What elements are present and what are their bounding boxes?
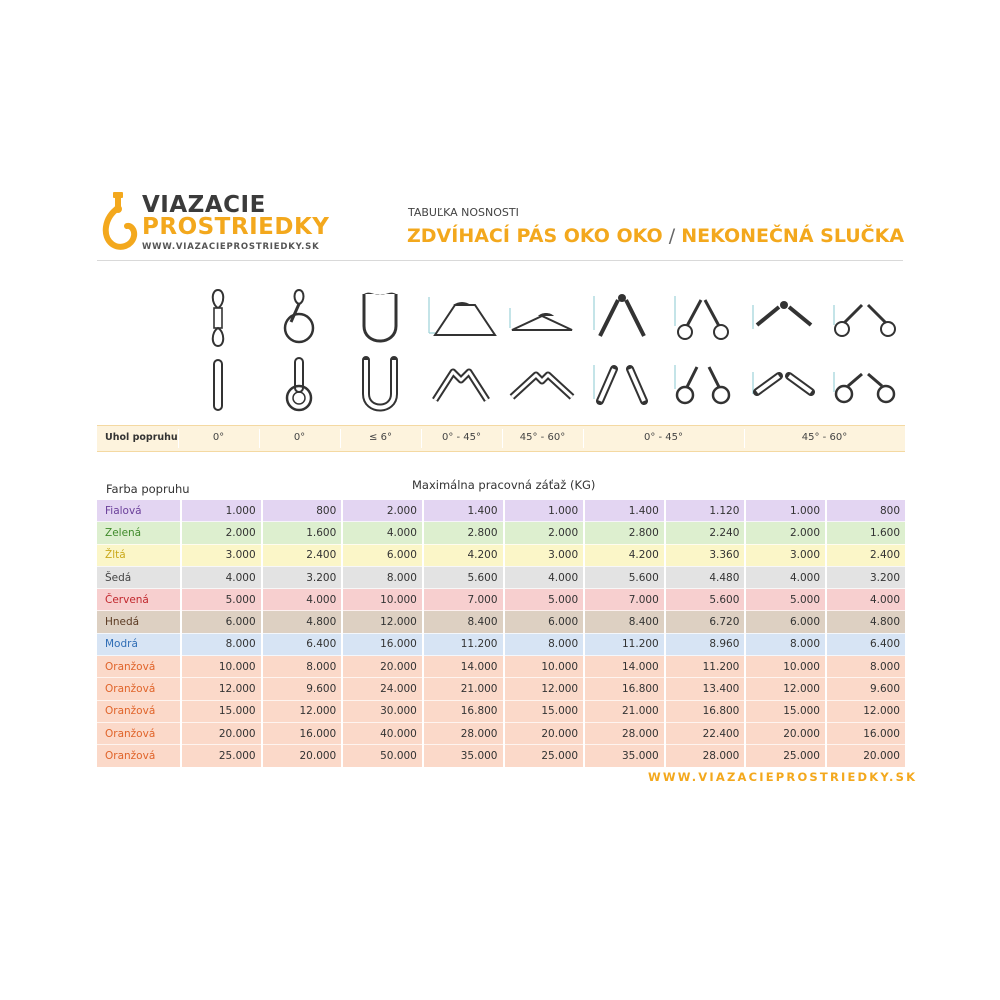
load-value: 5.600: [665, 589, 746, 611]
load-value: 35.000: [584, 745, 665, 767]
load-value: 15.000: [745, 700, 826, 722]
load-value: 3.000: [504, 544, 585, 566]
v-basket-wide-icon: [501, 350, 582, 420]
angle-row: [97, 425, 905, 452]
header-divider: [97, 260, 903, 261]
load-value: 2.800: [423, 522, 504, 544]
load-value: 16.000: [826, 722, 905, 744]
angle-value: 0°: [293, 432, 306, 443]
sling-color-name: Zelená: [97, 522, 181, 544]
load-value: 14.000: [423, 656, 504, 678]
table-row: [97, 745, 905, 767]
load-value: 6.000: [745, 611, 826, 633]
load-value: 3.000: [181, 544, 262, 566]
table-row: [97, 722, 905, 744]
load-value: 16.800: [423, 700, 504, 722]
load-value: 2.000: [181, 522, 262, 544]
load-value: 1.400: [584, 500, 665, 522]
load-value: 3.360: [665, 544, 746, 566]
sling-color-name: Oranžová: [97, 745, 181, 767]
load-value: 3.200: [826, 566, 905, 588]
load-value: 21.000: [423, 678, 504, 700]
load-header: Maximálna pracovná záťaž (KG): [412, 478, 596, 492]
table-row: [97, 522, 905, 544]
load-value: 10.000: [342, 589, 423, 611]
load-value: 5.600: [584, 566, 665, 588]
load-value: 5.000: [181, 589, 262, 611]
load-value: 16.000: [262, 722, 343, 744]
basket-hitch-icon: [340, 283, 421, 353]
load-value: 4.000: [181, 566, 262, 588]
basket-wide-angle-icon: [501, 283, 582, 353]
load-value: 8.000: [342, 566, 423, 588]
two-leg-ring-icon: [663, 350, 744, 420]
table-row: [97, 589, 905, 611]
load-value: 1.120: [665, 500, 746, 522]
sling-diagrams-bottom: [178, 350, 905, 420]
choke-hitch-icon: [259, 283, 340, 353]
choke-ring-icon: [259, 350, 340, 420]
angle-row-label: Uhol popruhu: [105, 432, 178, 443]
load-value: 7.000: [423, 589, 504, 611]
load-value: 1.000: [745, 500, 826, 522]
load-value: 11.200: [423, 633, 504, 655]
angle-value: 0° - 45°: [441, 432, 482, 443]
sling-diagrams-top: [178, 283, 905, 353]
table-row: [97, 700, 905, 722]
load-value: 9.600: [826, 678, 905, 700]
color-column-header: Farba popruhu: [106, 482, 190, 496]
load-value: 28.000: [584, 722, 665, 744]
load-value: 22.400: [665, 722, 746, 744]
load-value: 4.000: [745, 566, 826, 588]
load-value: 10.000: [745, 656, 826, 678]
load-value: 13.400: [665, 678, 746, 700]
footer-url: WWW.VIAZACIEPROSTRIEDKY.SK: [648, 770, 918, 784]
angle-value: ≤ 6°: [369, 432, 392, 443]
load-value: 4.800: [826, 611, 905, 633]
load-value: 16.800: [665, 700, 746, 722]
sling-color-name: Žltá: [97, 544, 181, 566]
load-value: 2.000: [504, 522, 585, 544]
load-value: 10.000: [181, 656, 262, 678]
load-value: 11.200: [665, 656, 746, 678]
load-value: 15.000: [181, 700, 262, 722]
angle-value: 0° - 45°: [643, 432, 684, 443]
load-value: 4.000: [826, 589, 905, 611]
load-value: 12.000: [342, 611, 423, 633]
load-value: 1.600: [826, 522, 905, 544]
logo-url: WWW.VIAZACIEPROSTRIEDKY.SK: [142, 242, 320, 252]
load-value: 4.000: [504, 566, 585, 588]
v-basket-icon: [420, 350, 501, 420]
two-leg-choke-icon: [663, 283, 744, 353]
logo-word-viazacie: VIAZACIE: [142, 192, 266, 218]
load-value: 2.800: [584, 522, 665, 544]
load-table: [97, 500, 905, 768]
load-value: 2.000: [745, 522, 826, 544]
table-row: [97, 611, 905, 633]
title-part-endless-loop: NEKONEČNÁ SLUČKA: [681, 225, 905, 247]
load-value: 8.000: [826, 656, 905, 678]
table-row: [97, 566, 905, 588]
load-value: 11.200: [584, 633, 665, 655]
sling-color-name: Hnedá: [97, 611, 181, 633]
load-value: 8.400: [584, 611, 665, 633]
load-value: 16.000: [342, 633, 423, 655]
logo-word-prostriedky: PROSTRIEDKY: [142, 214, 330, 240]
sling-color-name: Fialová: [97, 500, 181, 522]
sling-color-name: Oranžová: [97, 722, 181, 744]
load-value: 28.000: [423, 722, 504, 744]
table-row: [97, 678, 905, 700]
u-basket-icon: [340, 350, 421, 420]
load-value: 9.600: [262, 678, 343, 700]
two-leg-endless-wide-icon: [743, 350, 824, 420]
load-value: 16.800: [584, 678, 665, 700]
load-value: 12.000: [504, 678, 585, 700]
load-value: 12.000: [745, 678, 826, 700]
title-part-eye-sling: ZDVÍHACÍ PÁS OKO OKO: [407, 225, 663, 247]
load-value: 20.000: [826, 745, 905, 767]
angle-value: 45° - 60°: [519, 432, 566, 443]
load-value: 20.000: [504, 722, 585, 744]
load-value: 1.600: [262, 522, 343, 544]
load-value: 20.000: [181, 722, 262, 744]
load-value: 21.000: [584, 700, 665, 722]
sling-color-name: Šedá: [97, 566, 181, 588]
load-value: 25.000: [745, 745, 826, 767]
angle-value: 45° - 60°: [801, 432, 848, 443]
load-value: 14.000: [584, 656, 665, 678]
load-value: 12.000: [262, 700, 343, 722]
two-leg-wide-icon: [743, 283, 824, 353]
table-row: [97, 633, 905, 655]
load-value: 5.000: [504, 589, 585, 611]
load-value: 6.400: [826, 633, 905, 655]
load-value: 12.000: [826, 700, 905, 722]
load-value: 8.000: [504, 633, 585, 655]
load-value: 1.000: [181, 500, 262, 522]
load-value: 8.960: [665, 633, 746, 655]
load-value: 35.000: [423, 745, 504, 767]
sling-color-name: Oranžová: [97, 678, 181, 700]
load-value: 2.400: [826, 544, 905, 566]
load-value: 4.200: [423, 544, 504, 566]
load-value: 20.000: [262, 745, 343, 767]
load-value: 28.000: [665, 745, 746, 767]
table-row: [97, 544, 905, 566]
load-value: 25.000: [181, 745, 262, 767]
load-value: 4.800: [262, 611, 343, 633]
sling-color-name: Oranžová: [97, 700, 181, 722]
load-value: 2.400: [262, 544, 343, 566]
load-value: 8.400: [423, 611, 504, 633]
load-value: 6.720: [665, 611, 746, 633]
sling-color-name: Červená: [97, 589, 181, 611]
load-value: 4.200: [584, 544, 665, 566]
sling-color-name: Modrá: [97, 633, 181, 655]
load-value: 8.000: [745, 633, 826, 655]
angle-value: 0°: [212, 432, 225, 443]
load-value: 6.000: [342, 544, 423, 566]
load-value: 5.600: [423, 566, 504, 588]
two-leg-ring-wide-icon: [824, 350, 905, 420]
vertical-sling-icon: [178, 350, 259, 420]
two-leg-sling-icon: [582, 283, 663, 353]
page-title: [407, 225, 904, 247]
load-value: 20.000: [745, 722, 826, 744]
load-value: 5.000: [745, 589, 826, 611]
sling-color-name: Oranžová: [97, 656, 181, 678]
basket-angle-icon: [420, 283, 501, 353]
load-value: 4.000: [342, 522, 423, 544]
load-value: 3.200: [262, 566, 343, 588]
load-value: 12.000: [181, 678, 262, 700]
load-value: 800: [262, 500, 343, 522]
load-value: 2.000: [342, 500, 423, 522]
load-value: 4.480: [665, 566, 746, 588]
load-value: 6.000: [181, 611, 262, 633]
load-value: 8.000: [181, 633, 262, 655]
load-value: 4.000: [262, 589, 343, 611]
load-value: 20.000: [342, 656, 423, 678]
load-value: 2.240: [665, 522, 746, 544]
load-value: 7.000: [584, 589, 665, 611]
load-value: 6.400: [262, 633, 343, 655]
load-value: 10.000: [504, 656, 585, 678]
load-value: 24.000: [342, 678, 423, 700]
load-value: 3.000: [745, 544, 826, 566]
load-value: 30.000: [342, 700, 423, 722]
load-value: 800: [826, 500, 905, 522]
table-row: [97, 500, 905, 522]
title-separator: /: [662, 225, 682, 247]
page-subtitle: TABUĽKA NOSNOSTI: [408, 206, 519, 219]
load-value: 40.000: [342, 722, 423, 744]
load-value: 1.400: [423, 500, 504, 522]
two-leg-wide-choke-icon: [824, 283, 905, 353]
crane-hook-icon: [98, 192, 140, 250]
load-table-body: [97, 500, 905, 767]
load-value: 50.000: [342, 745, 423, 767]
load-value: 8.000: [262, 656, 343, 678]
two-leg-endless-icon: [582, 350, 663, 420]
load-value: 15.000: [504, 700, 585, 722]
load-value: 25.000: [504, 745, 585, 767]
load-value: 1.000: [504, 500, 585, 522]
table-row: [97, 656, 905, 678]
load-value: 6.000: [504, 611, 585, 633]
single-loop-sling-icon: [178, 283, 259, 353]
